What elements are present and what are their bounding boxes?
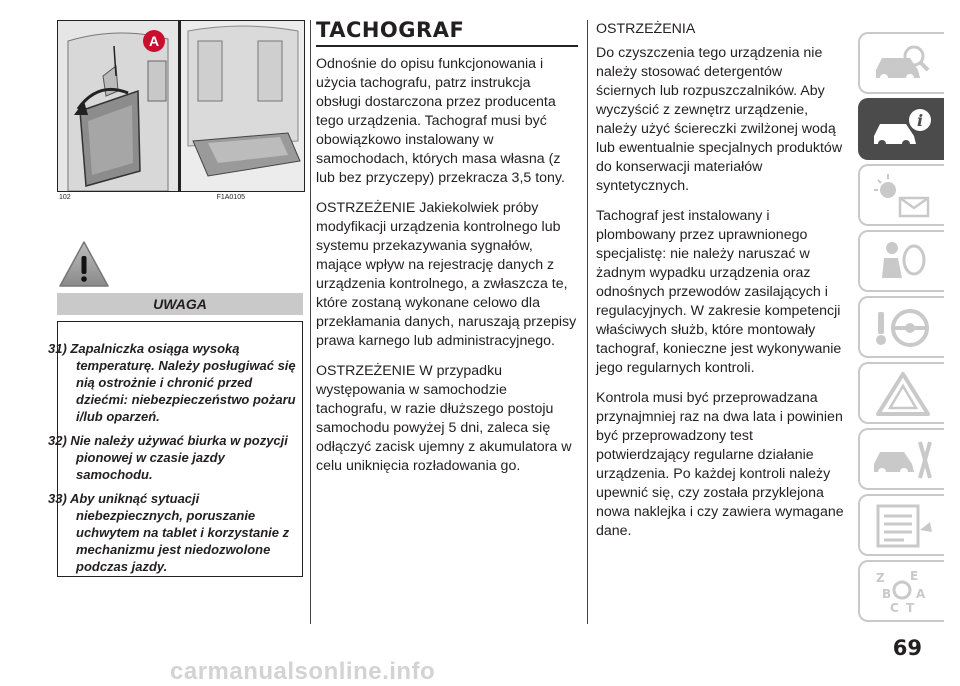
- tab-specifications-list[interactable]: [858, 494, 944, 556]
- svg-text:i: i: [916, 111, 924, 130]
- watermark: carmanualsonline.info: [170, 658, 436, 685]
- specifications-list-icon: [870, 502, 936, 550]
- car-search-icon: [870, 40, 936, 88]
- steering-wheel-icon: [870, 304, 936, 352]
- figure-marker-label: A: [148, 33, 160, 49]
- body-paragraph: Kontrola musi być przeprowadzana przynajmniej raz na dwa lata i powinien być przeprowadzony test potwierdzający regularne działanie urządzenia. Po każdej kontroli należy upewnić się, czy została przyklejona nowa naklejka i czy zawiera wymagane dane.: [596, 390, 844, 539]
- svg-text:T: T: [906, 601, 915, 615]
- warning-triangle-icon: [57, 238, 111, 292]
- tab-airbag-seat[interactable]: [858, 230, 944, 292]
- svg-text:E: E: [910, 569, 919, 583]
- warning-item: [48, 340, 296, 425]
- car-tools-icon: [870, 436, 936, 484]
- warning-item-text: Nie należy używać biurka w pozycji pionowej w czasie jazdy samochodu.: [70, 433, 288, 482]
- body-paragraph: Tachograf jest instalowany i plombowany przez uprawnionego specjalistę: nie należy naruszać w żadnym wypadku urządzenia oraz odnośnych przewodów zasilających i regulacyjnych. W zakresie kompetencji właściwych służb, które montowały tachograf, konieczne jest wykonywanie jego regularnych kontroli.: [596, 208, 842, 376]
- tab-warning-lights[interactable]: [858, 164, 944, 226]
- tab-steering-wheel[interactable]: [858, 296, 944, 358]
- warning-item: [48, 490, 296, 575]
- body-paragraph: OSTRZEŻENIE Jakiekolwiek próby modyfikacji urządzenia kontrolnego lub systemu przekazywania sygnałów, mające wpływ na rejestrację danych z urządzenia kontrolnego, a zwłaszcza te, które zostaną wykonane celowo dla przekłamania danych, naruszają przepisy prawa karnego lub administracyjnego.: [316, 200, 577, 349]
- tab-car-tools[interactable]: [858, 428, 944, 490]
- warning-triangle-icon: [870, 370, 936, 418]
- figure-code: F1A0105: [216, 194, 245, 201]
- svg-text:Z: Z: [876, 571, 885, 585]
- body-paragraph: Do czyszczenia tego urządzenia nie należy stosować detergentów ściernych lub rozpuszczalników. Aby wyczyścić z zewnętrz urządzenie, należy użyć ściereczki zwilżonej wodą lub ewentualnie specjalnych produktów do konserwacji materiałów syntetycznych.: [596, 45, 843, 194]
- tachograph-section: [316, 18, 578, 487]
- svg-text:B: B: [882, 587, 892, 601]
- tab-alphabet-index[interactable]: [858, 560, 944, 622]
- tab-warning-triangle[interactable]: [858, 362, 944, 424]
- warning-item-text: Zapalniczka osiąga wysoką temperaturę. Należy posługiwać się nią ostrożnie i chronić przed dziećmi: niebezpieczeństwo pożaru i/lub oparzeń.: [70, 341, 296, 424]
- tab-car-search[interactable]: [858, 32, 944, 94]
- airbag-seat-icon: [870, 238, 936, 286]
- warning-box: [48, 321, 303, 577]
- car-info-icon: [870, 106, 936, 154]
- maintenance-section: [596, 20, 844, 552]
- warning-item-number: 32): [48, 433, 67, 448]
- figure-number: 102: [59, 194, 71, 201]
- seat-illustration: [57, 20, 305, 192]
- chapter-tabs: [858, 32, 944, 622]
- warning-item: [48, 432, 296, 483]
- warning-item-number: 33): [48, 491, 67, 506]
- warning-lights-icon: [870, 172, 936, 220]
- warning-heading: UWAGA: [57, 293, 303, 315]
- column-divider: [587, 20, 588, 624]
- page-number: 69: [892, 636, 922, 660]
- alphabet-index-icon: [870, 568, 936, 616]
- svg-text:A: A: [916, 587, 926, 601]
- body-paragraph: OSTRZEŻENIE W przypadku występowania w samochodzie tachografu, w razie dłuższego postoju samochodu powyżej 5 dni, zaleca się odłączyć zacisk ujemny z akumulatora w celu uniknięcia rozładowania go.: [316, 363, 572, 474]
- seat-desk-figure: [58, 21, 304, 191]
- tab-car-info[interactable]: [858, 98, 944, 160]
- body-paragraph: Odnośnie do opisu funkcjonowania i użycia tachografu, patrz instrukcja obsługi dostarczona przez producenta tego urządzenia. Tachograf musi być obowiązkowo instalowany w samochodach, których masa własna (z lub bez przyczepy) przekracza 3,5 tony.: [316, 56, 565, 186]
- warning-item-text: Aby uniknąć sytuacji niebezpiecznych, poruszanie uchwytem na tablet i korzystanie z mechanizmu jest niedozwolone podczas jazdy.: [69, 491, 290, 574]
- warning-item-number: 31): [48, 341, 67, 356]
- svg-text:C: C: [890, 601, 899, 615]
- body-heading: OSTRZEŻENIA: [596, 21, 696, 37]
- column-divider: [310, 20, 311, 624]
- figure-caption: [57, 192, 303, 206]
- section-title: TACHOGRAF: [316, 18, 578, 47]
